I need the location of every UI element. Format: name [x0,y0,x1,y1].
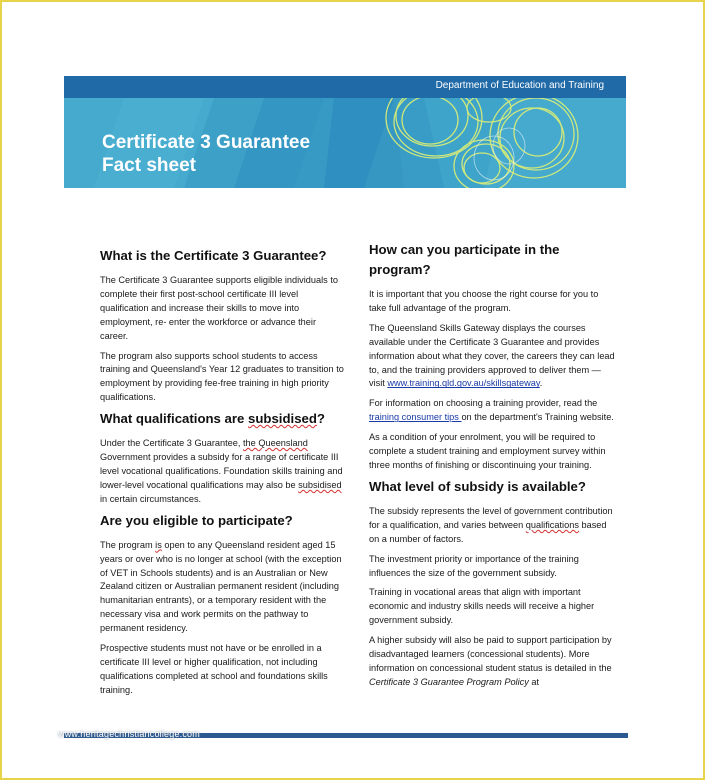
paragraph: The investment priority or importance of the training influences the size of the government subsidy. [369,553,579,578]
section-eligible [100,511,344,698]
paragraph: Prospective students must not have or be enrolled in a certificate III level or higher qualification, not including qualifications completed at school and foundations skills training. [100,643,328,695]
paragraph [100,539,344,636]
text: Under the Certificate 3 Guarantee, [100,438,243,449]
text: based on a number of factors. [369,519,607,544]
heading-text: ? [316,411,325,427]
watermark-text: www.heritagechristiancollege.com [58,729,200,739]
consumer-tips-link[interactable]: training consumer tips [369,412,462,423]
text-spellcheck: is [155,539,162,550]
paragraph [369,397,615,425]
department-name: Department of Education and Training [435,80,604,91]
text: in certain circumstances. [100,493,202,504]
paragraph [369,505,615,547]
section-subsidy [369,477,615,690]
title-line-2: Fact sheet [102,155,196,176]
title-line-1: Certificate 3 Guarantee [102,132,311,153]
text: on the department's Training website. [461,412,614,423]
skills-gateway-link[interactable]: www.training.qld.gov.au/skillsgateway [387,378,540,389]
left-column [100,246,344,704]
text: Government provides a subsidy for a range of certificate III level vocational qualifications. Foundation skills training and lower-level vocational qualifications may also be [100,452,343,490]
section-heading: What level of subsidy is available? [369,478,586,494]
text-spellcheck: qualifications [525,519,579,530]
paragraph [369,634,615,690]
section-heading [100,409,344,429]
paragraph [100,437,344,507]
text: The program [100,539,156,550]
text: The Queensland Skills Gateway displays the courses available under the Certificate 3 Guarantee and provides information about what they cover, the careers they can lead to, and the training providers approved to deliver them — visit [369,322,615,389]
heading-text: What qualifications are [100,411,249,427]
text-spellcheck: subsidised [298,479,342,490]
text: A higher subsidy will also be paid to support participation by disadvantaged learners (concessional students). More information on concessional student status is detailed in the [369,635,612,673]
text: open to any Queensland resident aged 15 years or over who is no longer at school (with the exception of VET in Schools students) and is an Australian or New Zealand citizen or Australian permanent resident (including humanitarian entrants), or a temporary resident with the necessary visa and work permits on the pathway to permanent residency. [100,539,342,634]
paragraph: The Certificate 3 Guarantee supports eligible individuals to complete their first post-school certificate III level qualification and increase their skills to move into employment, re- enter the workforce or advance their career. [100,275,338,341]
text-spellcheck: the Queensland [243,438,308,449]
section-participate [369,240,615,473]
title-banner [64,98,626,188]
paragraph: It is important that you choose the right course for you to take full advantage of the program. [369,289,599,313]
paragraph: As a condition of your enrolment, you will be required to complete a student training and employment survey within three months of finishing or discontinuing your training. [369,432,606,470]
page-title [102,131,310,177]
section-what-is [100,246,344,405]
paragraph [369,322,615,392]
heading-text-spellcheck: subsidised [248,411,317,427]
paragraph: The program also supports school students to access training and Queensland's Year 12 graduates to transition to employment by providing fee-free training in high priority qualifications. [100,350,344,403]
policy-title: Certificate 3 Guarantee Program Policy [369,676,529,687]
text: at [528,676,540,687]
right-column [369,240,615,696]
text: For information on choosing a training provider, read the [369,398,598,409]
section-heading: What is the Certificate 3 Guarantee? [100,248,327,263]
header-band [64,76,626,98]
text: . [539,378,543,389]
section-heading: How can you participate in the program? [369,242,560,277]
section-qualifications [100,409,344,507]
text: The subsidy represents the level of government contribution for a qualification, and varies between [369,505,613,530]
paragraph: Training in vocational areas that align with important economic and industry skills needs will receive a higher government subsidy. [369,587,595,626]
section-heading: Are you eligible to participate? [100,512,293,528]
